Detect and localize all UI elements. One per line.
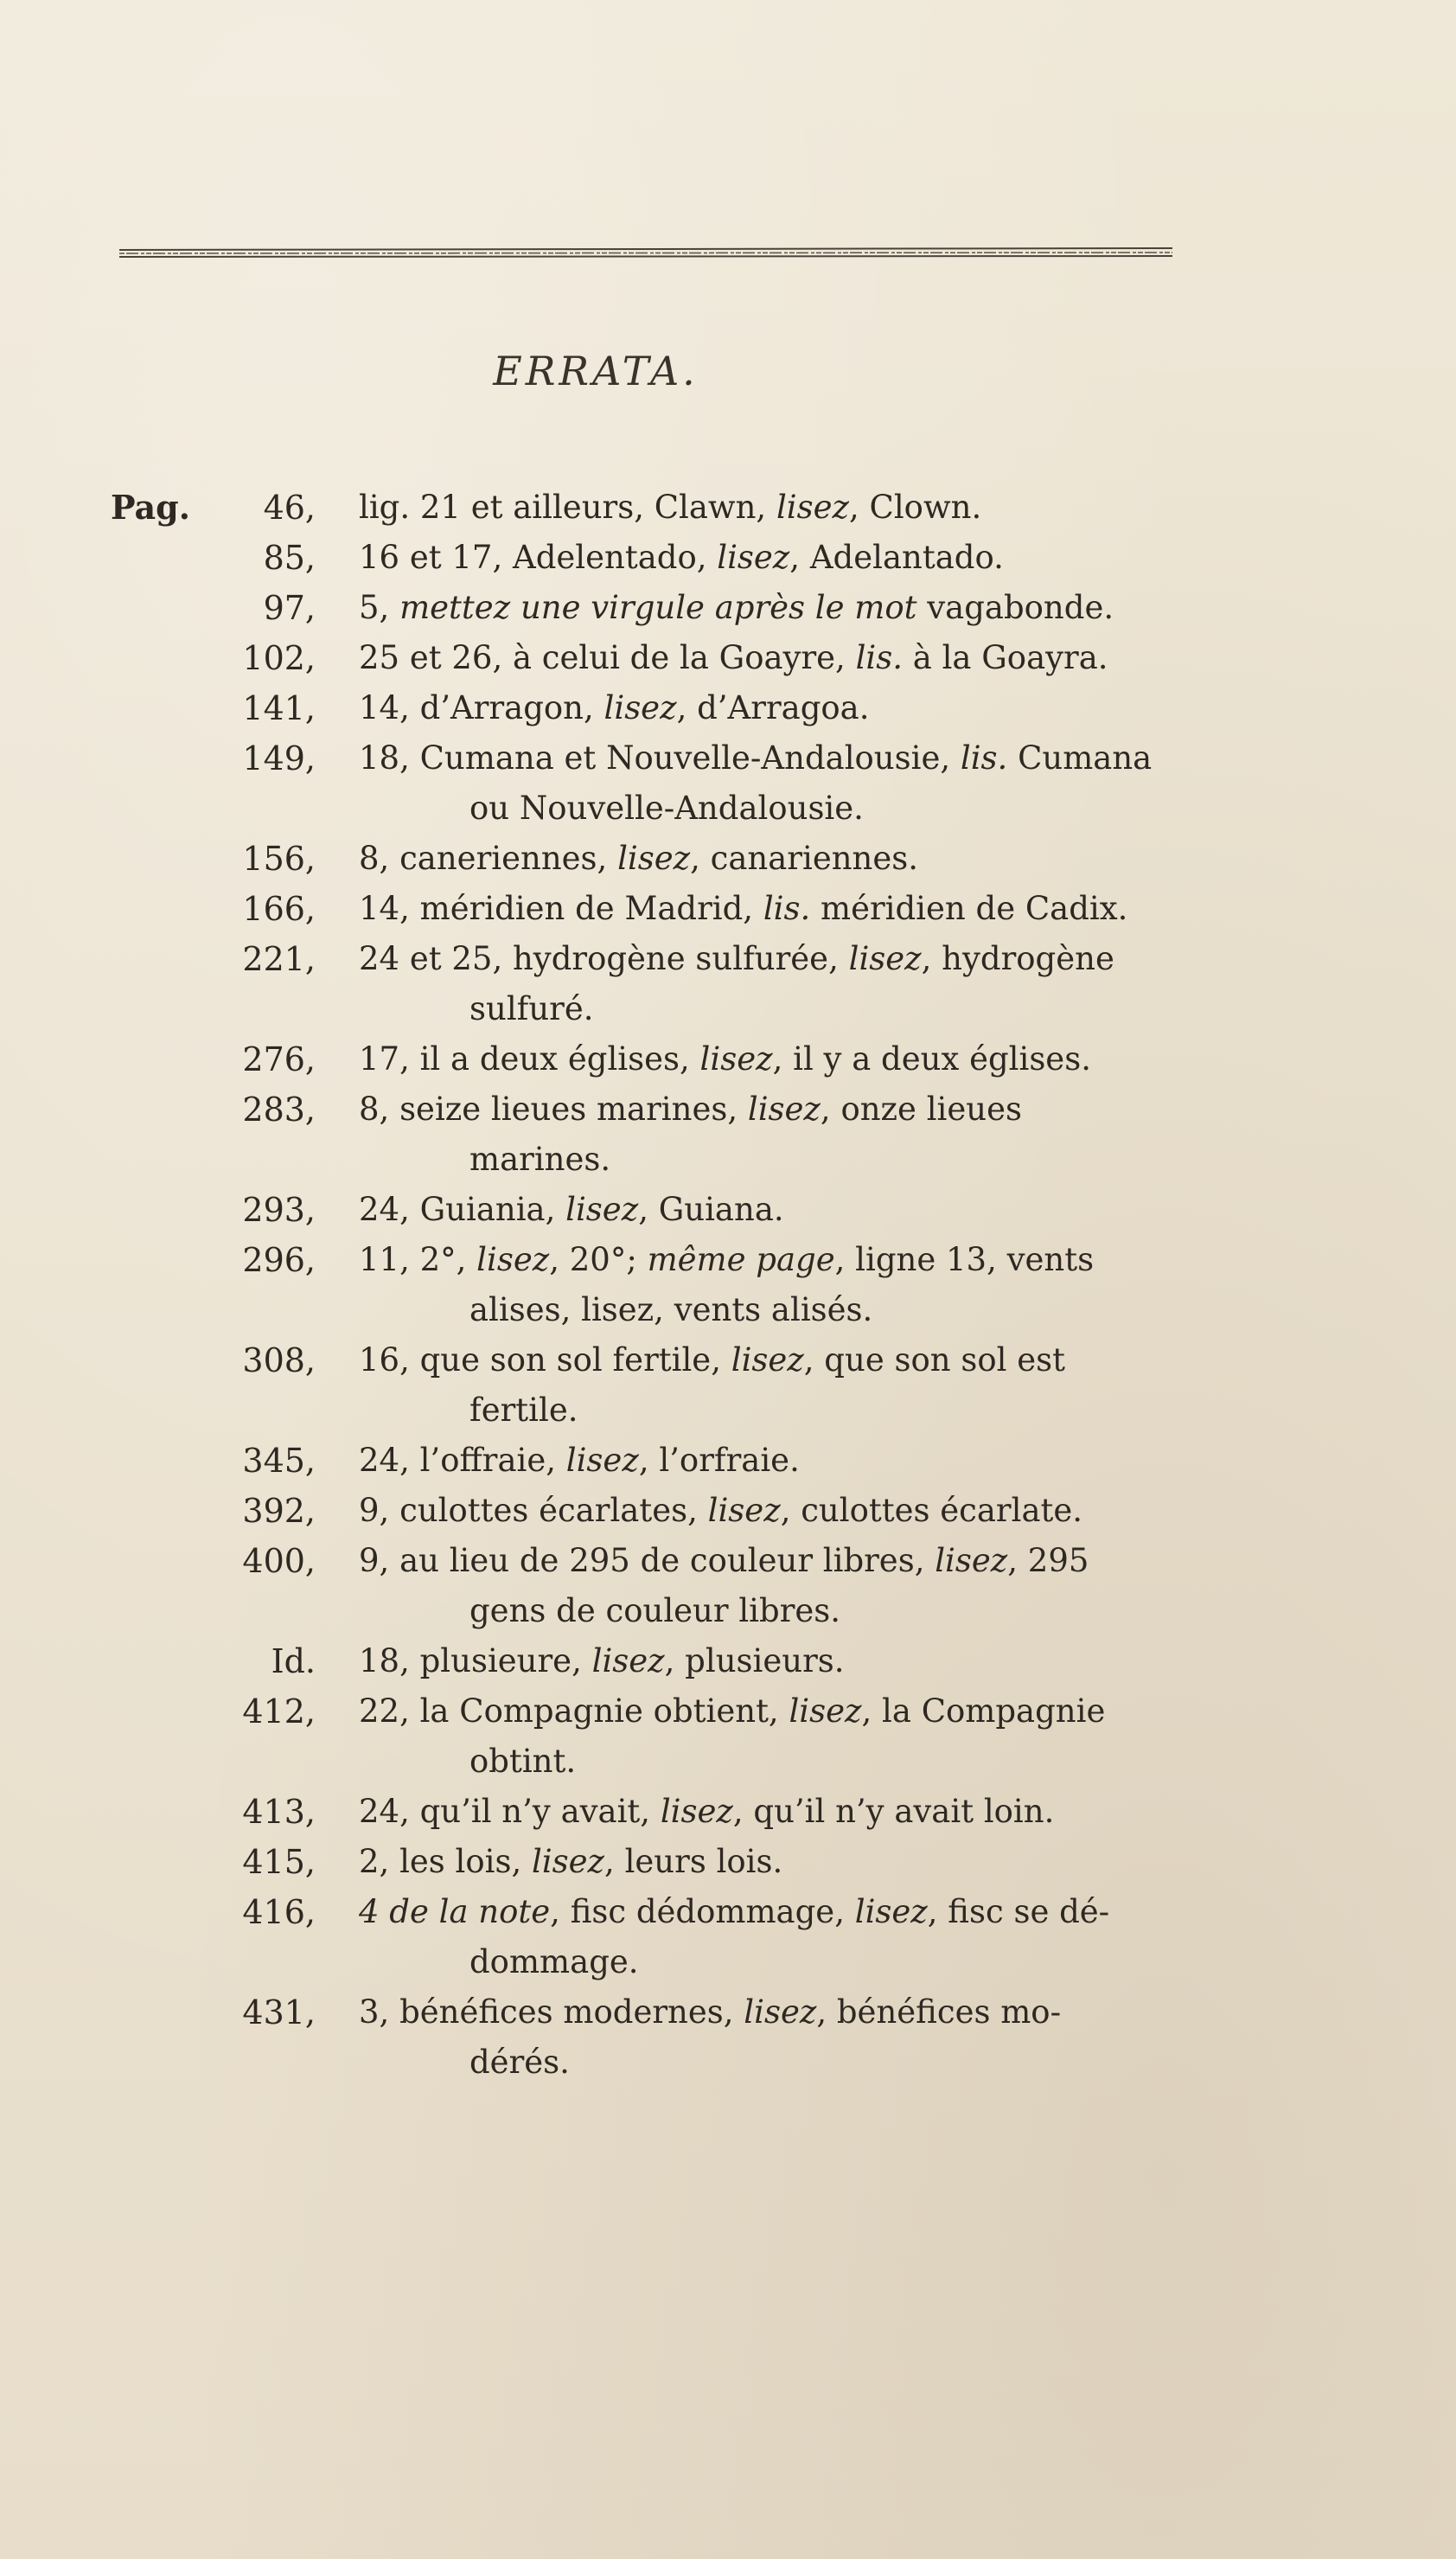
errata-correction-text [359, 1486, 1189, 1536]
errata-text-segment: 18, plusieure, [359, 1642, 592, 1679]
errata-page-number: 392, [242, 1492, 316, 1530]
errata-text-segment: , Guiana. [638, 1191, 784, 1228]
errata-text-segment: , canariennes. [690, 840, 919, 877]
errata-text-segment: vagabonde. [916, 589, 1114, 626]
errata-continuation-text: gens de couleur libres. [469, 1592, 841, 1629]
errata-text-segment: Cumana [1007, 739, 1153, 777]
errata-correction-text [359, 733, 1189, 784]
errata-entry [0, 934, 1456, 1034]
errata-text-segment: , 20°; [549, 1241, 648, 1278]
errata-page-number: 415, [242, 1843, 316, 1881]
errata-correction-text [359, 683, 1189, 733]
errata-text-segment: 25 et 26, à celui de la Goayre, [359, 639, 856, 676]
errata-page-number: 156, [242, 840, 316, 878]
errata-text-segment: 24, l’offraie, [359, 1442, 566, 1479]
errata-text-segment: 24, Guiania, [359, 1191, 566, 1228]
errata-text-segment: 8, seize lieues marines, [359, 1091, 748, 1128]
errata-entry [0, 533, 1456, 583]
errata-entry [0, 633, 1456, 683]
errata-correction-text [359, 1235, 1189, 1285]
errata-correction-text [359, 1034, 1189, 1084]
errata-text-segment: 11, 2°, [359, 1241, 477, 1278]
errata-text-segment: méridien de Cadix. [810, 890, 1128, 927]
errata-entry [0, 1887, 1456, 1987]
errata-text-segment: 9, culottes écarlates, [359, 1492, 708, 1529]
errata-entry [0, 1436, 1456, 1486]
errata-entry [0, 1084, 1456, 1185]
errata-correction-text [359, 1185, 1189, 1235]
errata-entry [0, 1987, 1456, 2088]
errata-text-segment: lisez [717, 539, 790, 576]
errata-text-segment: , onze lieues [820, 1091, 1022, 1128]
errata-correction-text [359, 1887, 1189, 1937]
errata-correction-text [359, 1837, 1189, 1887]
errata-text-segment: lisez [591, 1642, 665, 1679]
errata-list [0, 483, 1456, 2088]
errata-entry [0, 1335, 1456, 1436]
errata-entry [0, 583, 1456, 633]
errata-correction-text [359, 483, 1189, 533]
errata-text-segment: , Adelantado. [789, 539, 1004, 576]
errata-entry [0, 1235, 1456, 1335]
errata-page-number: 85, [263, 539, 316, 577]
header-rule [119, 246, 1172, 261]
errata-page-number: 293, [242, 1191, 316, 1229]
errata-text-segment: lisez [476, 1241, 550, 1278]
errata-correction-text [359, 884, 1189, 934]
errata-page-number: 413, [242, 1793, 316, 1831]
errata-text-segment: à la Goayra. [903, 639, 1108, 676]
errata-continuation-text: sulfuré. [469, 990, 594, 1027]
errata-entry [0, 1837, 1456, 1887]
errata-continuation-text: fertile. [469, 1391, 578, 1429]
errata-text-segment: lisez [747, 1091, 821, 1128]
errata-text-segment: , leurs lois. [604, 1843, 783, 1880]
errata-text-segment: 24 et 25, hydrogène sulfurée, [359, 940, 849, 977]
errata-correction-text [359, 1436, 1189, 1486]
errata-continuation-text: dommage. [469, 1943, 639, 1980]
errata-text-segment: , fisc dédommage, [550, 1893, 855, 1930]
errata-correction-text [359, 1084, 1189, 1135]
errata-title: ERRATA. [493, 348, 699, 394]
errata-page-number: 276, [242, 1040, 316, 1078]
errata-text-segment: , la Compagnie [861, 1692, 1106, 1730]
errata-text-segment: 14, méridien de Madrid, [359, 890, 763, 927]
errata-text-segment: 16 et 17, Adelentado, [359, 539, 718, 576]
errata-continuation-text: dérés. [469, 2044, 570, 2081]
errata-page-number: 345, [242, 1442, 316, 1480]
errata-page-number: 308, [242, 1341, 316, 1379]
errata-text-segment: , que son sol est [803, 1341, 1065, 1379]
errata-text-segment: , Clown. [849, 489, 982, 526]
errata-entry [0, 1185, 1456, 1235]
errata-text-segment: lig. 21 et ailleurs, Clawn, [359, 489, 776, 526]
errata-continuation-text: obtint. [469, 1743, 577, 1780]
errata-text-segment: 14, d’Arragon, [359, 689, 604, 726]
errata-entry [0, 733, 1456, 834]
errata-text-segment: lisez [776, 489, 849, 526]
errata-text-segment: lisez [699, 1040, 773, 1078]
errata-text-segment: 17, il a deux églises, [359, 1040, 700, 1078]
errata-page-number: Id. [271, 1642, 316, 1680]
errata-correction-text [359, 583, 1189, 633]
errata-text-segment: lis. [763, 890, 811, 927]
errata-text-segment: lisez [532, 1843, 605, 1880]
errata-text-segment: lis. [855, 639, 903, 676]
errata-text-segment: , fisc se dé- [927, 1893, 1110, 1930]
errata-entry [0, 1787, 1456, 1837]
errata-text-segment: lisez [731, 1341, 804, 1379]
errata-text-segment: lisez [617, 840, 691, 877]
errata-entry [0, 1686, 1456, 1787]
errata-entry [0, 683, 1456, 733]
errata-text-segment: lisez [707, 1492, 781, 1529]
errata-text-segment: 3, bénéfices modernes, [359, 1993, 744, 2031]
errata-page-number: 221, [242, 940, 316, 978]
errata-text-segment: lisez [789, 1692, 862, 1730]
errata-correction-text [359, 1787, 1189, 1837]
errata-page-number: 97, [263, 589, 316, 627]
errata-text-segment: même page [647, 1241, 835, 1278]
errata-text-segment: lisez [660, 1793, 733, 1830]
errata-text-segment: 22, la Compagnie obtient, [359, 1692, 789, 1730]
errata-correction-text [359, 633, 1189, 683]
errata-page-number: 166, [242, 890, 316, 928]
errata-text-segment: , 295 [1007, 1542, 1089, 1579]
page-prefix-label: Pag. [111, 488, 190, 527]
errata-entry [0, 884, 1456, 934]
errata-text-segment: lisez [854, 1893, 928, 1930]
errata-text-segment: 2, les lois, [359, 1843, 532, 1880]
errata-correction-text [359, 1636, 1189, 1686]
errata-correction-text [359, 1686, 1189, 1737]
errata-page-number: 102, [242, 639, 316, 677]
errata-page-number: 400, [242, 1542, 316, 1580]
errata-continuation-text: alises, lisez, vents alisés. [469, 1291, 873, 1328]
errata-text-segment: , plusieurs. [664, 1642, 845, 1679]
errata-text-segment: 9, au lieu de 295 de couleur libres, [359, 1542, 936, 1579]
errata-page-number: 412, [242, 1692, 316, 1731]
errata-entry [0, 483, 1456, 533]
errata-text-segment: , il y a deux églises. [772, 1040, 1091, 1078]
errata-entry [0, 1536, 1456, 1636]
errata-continuation-text: marines. [469, 1141, 611, 1178]
errata-text-segment: lisez [848, 940, 922, 977]
errata-text-segment: 5, [359, 589, 400, 626]
errata-page-number: 296, [242, 1241, 316, 1279]
errata-text-segment: 18, Cumana et Nouvelle-Andalousie, [359, 739, 961, 777]
errata-text-segment: , ligne 13, vents [834, 1241, 1095, 1278]
errata-page-number: 416, [242, 1893, 316, 1931]
errata-page-number: 46, [263, 489, 316, 527]
errata-text-segment: lisez [744, 1993, 817, 2031]
errata-page-number: 149, [242, 739, 316, 777]
errata-text-segment: lisez [565, 1442, 639, 1479]
errata-text-segment: lisez [603, 689, 677, 726]
errata-text-segment: 16, que son sol fertile, [359, 1341, 731, 1379]
errata-text-segment: 8, caneriennes, [359, 840, 618, 877]
errata-text-segment: , qu’il n’y avait loin. [732, 1793, 1055, 1830]
errata-text-segment: lis. [960, 739, 1008, 777]
errata-text-segment: , culottes écarlate. [780, 1492, 1083, 1529]
errata-text-segment: lisez [565, 1191, 639, 1228]
errata-correction-text [359, 533, 1189, 583]
errata-text-segment: , l’orfraie. [638, 1442, 800, 1479]
errata-text-segment: , bénéfices mo- [816, 1993, 1062, 2031]
errata-text-segment: 24, qu’il n’y avait, [359, 1793, 661, 1830]
errata-text-segment: lisez [935, 1542, 1008, 1579]
errata-entry [0, 1034, 1456, 1084]
errata-text-segment: 4 de la note [359, 1893, 551, 1930]
errata-correction-text [359, 1536, 1189, 1586]
errata-correction-text [359, 834, 1189, 884]
errata-page-number: 431, [242, 1993, 316, 2031]
errata-entry [0, 1636, 1456, 1686]
errata-text-segment: , hydrogène [921, 940, 1114, 977]
errata-continuation-text: ou Nouvelle-Andalousie. [469, 790, 864, 827]
errata-correction-text [359, 1987, 1189, 2038]
errata-entry [0, 834, 1456, 884]
errata-correction-text [359, 1335, 1189, 1385]
errata-page-number: 141, [242, 689, 316, 727]
errata-page-number: 283, [242, 1091, 316, 1129]
errata-correction-text [359, 934, 1189, 984]
errata-text-segment: , d’Arragoa. [676, 689, 870, 726]
errata-text-segment: mettez une virgule après le mot [399, 589, 917, 626]
errata-entry [0, 1486, 1456, 1536]
